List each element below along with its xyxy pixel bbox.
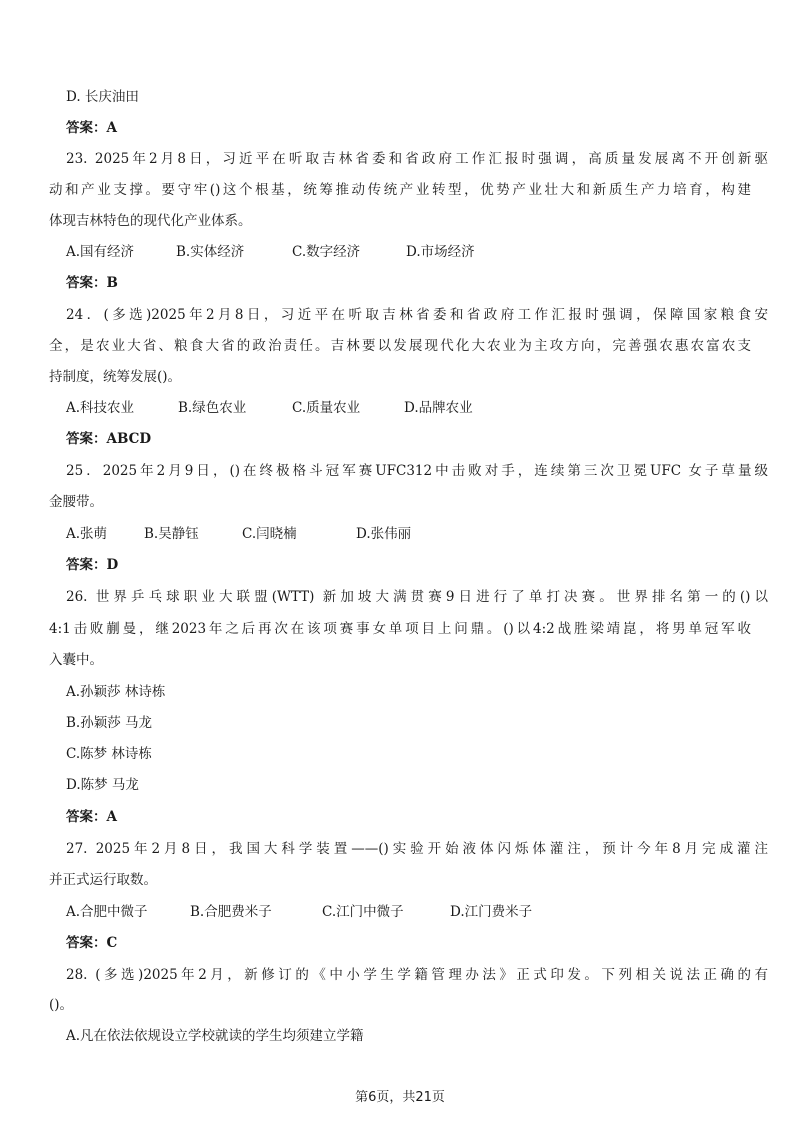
option-c: C.质量农业 <box>292 400 361 416</box>
option-d: D.张伟丽 <box>356 526 412 542</box>
option-d: D.市场经济 <box>406 244 475 260</box>
option-c: C.数字经济 <box>292 244 361 260</box>
option-a: A.凡在依法依规设立学校就读的学生均须建立学籍 <box>66 1028 364 1044</box>
question-23-line3: 体现吉林特色的现代化产业体系。 <box>49 213 252 229</box>
answer-25: 答案：D <box>66 557 119 573</box>
option-a: A.孙颖莎 林诗栋 <box>66 684 166 700</box>
option-d-prev: D. 长庆油田 <box>66 89 139 105</box>
option-d: D.品牌农业 <box>404 400 473 416</box>
question-24-line2: 全，是农业大省、粮食大省的政治责任。吉林要以发展现代化大农业为主攻方向，完善强农惠农富农支 <box>49 338 751 354</box>
question-23-line2: 动和产业支撑。要守牢()这个根基，统筹推动传统产业转型，优势产业壮大和新质生产力培育，构建 <box>49 182 751 198</box>
option-d: D.江门费米子 <box>450 904 533 920</box>
question-24-line3: 持制度，统筹发展()。 <box>49 369 182 385</box>
option-a: A.张萌 <box>66 526 108 542</box>
question-25-line1: 25．2025年2月9日，()在终极格斗冠军赛UFC312中击败对手，连续第三次卫冕UFC 女子草量级 <box>66 463 768 479</box>
option-b: B.孙颖莎 马龙 <box>66 715 153 731</box>
option-c: C.江门中微子 <box>322 904 404 920</box>
option-b: B.吴静钰 <box>144 526 199 542</box>
question-23-line1: 23. 2025年2月8日，习近平在听取吉林省委和省政府工作汇报时强调，高质量发展离不开创新驱 <box>66 151 768 167</box>
answer-23: 答案：B <box>66 275 118 291</box>
question-27-line1: 27. 2025年2月8日，我国大科学装置——()实验开始液体闪烁体灌注，预计今年8月完成灌注 <box>66 841 768 857</box>
question-28-line1: 28. (多选)2025年2月，新修订的《中小学生学籍管理办法》正式印发。下列相关说法正确的有 <box>66 967 768 983</box>
option-c: C.陈梦 林诗栋 <box>66 746 152 762</box>
question-24-line1: 24．(多选)2025年2月8日，习近平在听取吉林省委和省政府工作汇报时强调，保障国家粮食安 <box>66 307 768 323</box>
option-a: A.国有经济 <box>66 244 135 260</box>
answer-22: 答案：A <box>66 120 117 136</box>
question-26-line2: 4:1击败蒯曼，继2023年之后再次在该项赛事女单项目上问鼎。()以4:2战胜梁靖崑，将男单冠军收 <box>49 621 751 637</box>
page-number: 第6页，共21页 <box>355 1090 445 1105</box>
question-27-line2: 并正式运行取数。 <box>49 872 157 888</box>
question-26-line1: 26. 世界乒乓球职业大联盟(WTT) 新加坡大满贯赛9日进行了单打决赛。世界排名第一的()以 <box>66 589 768 605</box>
question-26-line3: 入囊中。 <box>49 652 103 668</box>
option-d: D.陈梦 马龙 <box>66 777 139 793</box>
option-b: B.实体经济 <box>176 244 245 260</box>
question-25-line2: 金腰带。 <box>49 494 103 510</box>
option-c: C.闫晓楠 <box>242 526 297 542</box>
question-24-options <box>66 399 473 417</box>
option-a: A.合肥中微子 <box>66 904 148 920</box>
question-28-line2: ()。 <box>49 997 74 1013</box>
answer-26: 答案：A <box>66 809 117 825</box>
question-23-options <box>66 243 475 261</box>
question-25-options <box>66 525 411 543</box>
option-b: B.合肥费米子 <box>190 904 272 920</box>
option-b: B.绿色农业 <box>178 400 247 416</box>
answer-27: 答案：C <box>66 935 118 951</box>
answer-24: 答案：ABCD <box>66 431 152 447</box>
option-a: A.科技农业 <box>66 400 135 416</box>
question-27-options <box>66 903 532 921</box>
